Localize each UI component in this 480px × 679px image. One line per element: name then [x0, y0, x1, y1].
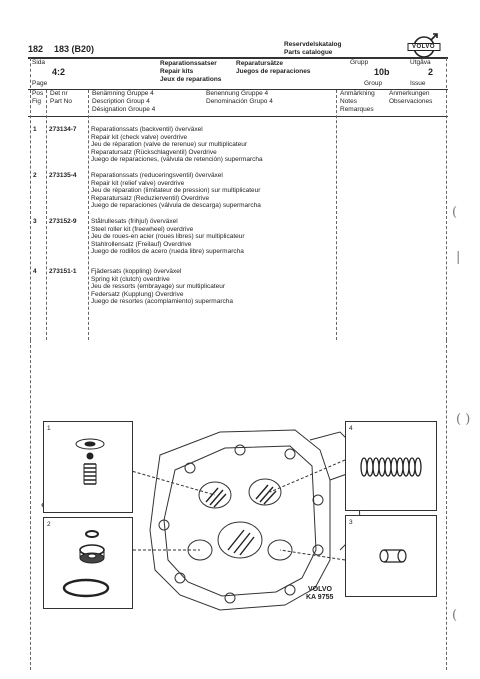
row-part-no: 273151-1: [49, 268, 77, 275]
row-description: [91, 172, 261, 210]
spring-kit-icon: [356, 447, 426, 487]
row-pos: 1: [33, 126, 37, 133]
col-desc-right-2: Denominación Grupo 4: [206, 98, 273, 105]
header-divider-left: [30, 58, 31, 88]
desc-es: Juego de reparaciones (válvula de descarga) supermarcha: [91, 202, 261, 210]
desc-es: Juego de rodillos de acero (rueda libre) supermarcha: [91, 248, 244, 256]
row-pos: 2: [33, 172, 37, 179]
inset-box-2: [43, 517, 133, 609]
divider-pos: [46, 90, 47, 340]
col-desc-left-2: Description Group 4: [92, 98, 150, 105]
margin-left-lower: [30, 340, 31, 670]
row-part-no: 273152-9: [49, 218, 77, 225]
catalog-title-sv: Reservdelskatalog: [284, 41, 342, 48]
title-es: Juegos de reparaciones: [236, 68, 311, 75]
volvo-logo: [404, 33, 444, 59]
col-desc-left-3: Désignation Groupe 4: [92, 106, 156, 113]
relief-valve-kit-icon: [54, 528, 124, 604]
sida-label: Sida: [32, 59, 46, 66]
grupp-label: Grupp: [350, 59, 369, 66]
figure-brand: VOLVO: [308, 586, 332, 593]
desc-sv: Fjädersats (koppling) överväxel: [91, 268, 182, 275]
figure-code: KA 9755: [306, 594, 334, 601]
col-part-1: Det nr: [50, 90, 68, 97]
binder-mark: |: [456, 250, 461, 265]
desc-en: Steel roller kit (freewheel) overdrive: [91, 225, 194, 233]
volvo-logo-text: VOLVO: [412, 44, 436, 50]
col-pos-2: Fig: [32, 98, 42, 105]
col-remarks-right-2: Observaciones: [389, 98, 433, 105]
desc-es: Juego de resortes (acomplamiento) supermarcha: [91, 298, 233, 306]
divider-right: [446, 90, 447, 340]
col-pos-1: Pos: [32, 90, 44, 97]
desc-sv: Reparationssats (reduceringsventil) överväxel: [91, 172, 223, 179]
inset-number: 1: [47, 425, 51, 432]
desc-en: Repair kit (check valve) overdrive: [91, 133, 188, 141]
row-description: [91, 218, 245, 256]
issue-value: 2: [428, 67, 434, 77]
page-numbers: 182: [28, 44, 44, 54]
desc-en: Repair kit (relief valve) overdrive: [91, 179, 185, 187]
col-desc-right-1: Benennung Gruppe 4: [206, 90, 269, 97]
col-desc-left-1: Benämning Gruppe 4: [92, 90, 154, 97]
page-label: Page: [32, 80, 48, 87]
inset-number: 3: [349, 519, 353, 526]
desc-sv: Reparationssats (backventil) överväxel: [91, 126, 203, 133]
desc-fr: Jeu de ressorts (embrayage) sur multiplicateur: [91, 283, 226, 291]
col-remarks-right-1: Anmerkungen: [389, 90, 430, 97]
col-remarks-left-2: Notes: [340, 98, 357, 105]
col-remarks-left-1: Anmärkning: [340, 90, 375, 97]
binder-mark: (: [452, 608, 458, 623]
title-en: Repair kits: [160, 68, 194, 75]
binder-mark: ( ): [456, 412, 471, 427]
row-part-no: 273134-7: [49, 126, 77, 133]
col-remarks-left-3: Remarques: [340, 106, 374, 113]
divider-left: [30, 90, 31, 340]
top-rule: [28, 57, 448, 59]
group-value: 10b: [374, 67, 390, 77]
desc-es: Juego de reparaciones, (válvula de retención) supermarcha: [91, 156, 263, 164]
title-sv: Reparationssatser: [160, 60, 217, 67]
columns-rule: [28, 116, 448, 117]
check-valve-kit-icon: [60, 434, 120, 504]
title-fr: Jeux de reparations: [160, 76, 222, 83]
steel-roller-icon: [378, 544, 408, 568]
inset-box-1: [43, 421, 133, 513]
title-de: Reparatursätze: [236, 60, 283, 67]
page-value: 4:2: [52, 67, 66, 77]
desc-en: Spring kit (clutch) overdrive: [91, 275, 170, 283]
desc-sv: Stålrullesats (frihjul) överväxel: [91, 218, 178, 225]
catalog-title-en: Parts catalogue: [284, 49, 333, 56]
model-title: 183 (B20): [54, 44, 95, 54]
issue-label: Issue: [410, 80, 426, 87]
header-divider-right: [446, 58, 447, 88]
desc-de: Federsatz (Kupplung) Overdrive: [91, 290, 184, 298]
row-description: [91, 126, 263, 164]
row-pos: 4: [33, 268, 37, 275]
inset-number: 2: [47, 521, 51, 528]
margin-right-lower: [446, 340, 447, 670]
row-pos: 3: [33, 218, 37, 225]
desc-de: Stahlrollensatz (Freilauf) Overdrive: [91, 240, 192, 248]
row-description: [91, 268, 233, 306]
utgava-label: Utgåva: [410, 59, 431, 66]
desc-fr: Jeu de réparation (limitateur de pression) sur multiplicateur: [91, 187, 261, 195]
desc-fr: Jeu de roues-en acier (roues libres) sur multiplicateur: [91, 233, 245, 241]
divider-remarks: [336, 90, 337, 340]
group-label: Group: [364, 80, 383, 87]
row-part-no: 273135-4: [49, 172, 77, 179]
desc-fr: Jeu de réparation (valve de rerenue) sur multiplicateur: [91, 141, 248, 149]
binder-mark: (: [452, 205, 458, 220]
desc-de: Reparatursatz (Rückschlagventil) Overdrive: [91, 148, 217, 156]
inset-number: 4: [349, 425, 353, 432]
inset-box-4: [345, 421, 437, 511]
inset-box-3: [345, 515, 437, 597]
divider-part: [88, 90, 89, 340]
col-part-2: Part No: [50, 98, 73, 105]
desc-de: Reparatursatz (Reduzierventil) Overdrive: [91, 194, 210, 202]
